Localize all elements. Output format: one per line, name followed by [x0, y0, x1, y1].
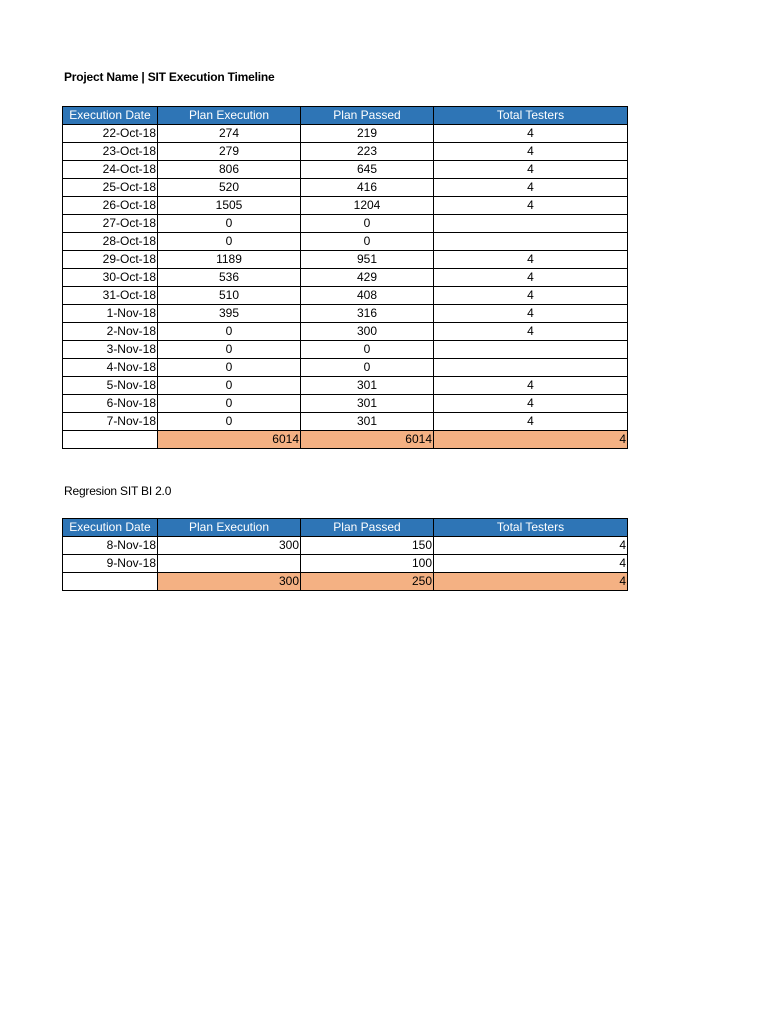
- date-cell: 3-Nov-18: [63, 341, 158, 359]
- table-row: [63, 143, 628, 161]
- table-row: [63, 555, 628, 573]
- table-body: [63, 537, 628, 573]
- total-testers-cell: 4: [434, 323, 628, 341]
- total-plan-execution: 300: [158, 573, 301, 591]
- total-plan-execution: 6014: [158, 431, 301, 449]
- header-total-testers: Total Testers: [434, 107, 628, 125]
- total-testers-cell: 4: [434, 197, 628, 215]
- totals-label-cell: [63, 573, 158, 591]
- date-cell: 25-Oct-18: [63, 179, 158, 197]
- date-cell: 2-Nov-18: [63, 323, 158, 341]
- section-title: Regresion SIT BI 2.0: [64, 484, 172, 498]
- table-header-row: [63, 519, 628, 537]
- totals-row: [63, 573, 628, 591]
- total-testers-cell: 4: [434, 125, 628, 143]
- plan-passed-cell: 223: [301, 143, 434, 161]
- table-row: [63, 215, 628, 233]
- date-cell: 8-Nov-18: [63, 537, 158, 555]
- plan-execution-cell: 279: [158, 143, 301, 161]
- total-testers-cell: 4: [434, 413, 628, 431]
- table-body: [63, 125, 628, 431]
- total-testers-cell: 4: [434, 269, 628, 287]
- table-row: [63, 125, 628, 143]
- table-row: [63, 287, 628, 305]
- table-header-row: [63, 107, 628, 125]
- table-row: [63, 413, 628, 431]
- header-execution-date: Execution Date: [63, 519, 158, 537]
- table-row: [63, 537, 628, 555]
- header-total-testers: Total Testers: [434, 519, 628, 537]
- table-row: [63, 377, 628, 395]
- plan-execution-cell: 0: [158, 341, 301, 359]
- table-row: [63, 251, 628, 269]
- total-testers-cell: 4: [434, 287, 628, 305]
- plan-execution-cell: 0: [158, 395, 301, 413]
- plan-execution-cell: 1189: [158, 251, 301, 269]
- date-cell: 7-Nov-18: [63, 413, 158, 431]
- plan-execution-cell: 0: [158, 359, 301, 377]
- total-testers-cell: 4: [434, 251, 628, 269]
- total-testers: 4: [434, 431, 628, 449]
- date-cell: 5-Nov-18: [63, 377, 158, 395]
- plan-execution-cell: 536: [158, 269, 301, 287]
- total-testers-cell: 4: [434, 395, 628, 413]
- date-cell: 22-Oct-18: [63, 125, 158, 143]
- table-row: [63, 323, 628, 341]
- plan-execution-cell: 0: [158, 377, 301, 395]
- plan-execution-cell: 300: [158, 537, 301, 555]
- date-cell: 9-Nov-18: [63, 555, 158, 573]
- totals-row: [63, 431, 628, 449]
- date-cell: 31-Oct-18: [63, 287, 158, 305]
- plan-execution-cell: 0: [158, 233, 301, 251]
- date-cell: 1-Nov-18: [63, 305, 158, 323]
- total-plan-passed: 6014: [301, 431, 434, 449]
- plan-execution-cell: 1505: [158, 197, 301, 215]
- plan-passed-cell: 416: [301, 179, 434, 197]
- plan-passed-cell: 408: [301, 287, 434, 305]
- header-execution-date: Execution Date: [63, 107, 158, 125]
- plan-execution-cell: 806: [158, 161, 301, 179]
- table-row: [63, 341, 628, 359]
- plan-passed-cell: 301: [301, 377, 434, 395]
- table-row: [63, 161, 628, 179]
- date-cell: 27-Oct-18: [63, 215, 158, 233]
- table-row: [63, 197, 628, 215]
- table-row: [63, 359, 628, 377]
- sit-execution-table: [62, 106, 628, 449]
- date-cell: 29-Oct-18: [63, 251, 158, 269]
- total-testers-cell: [434, 233, 628, 251]
- plan-execution-cell: 0: [158, 323, 301, 341]
- total-testers-cell: 4: [434, 161, 628, 179]
- header-plan-passed: Plan Passed: [301, 519, 434, 537]
- total-testers-cell: 4: [434, 179, 628, 197]
- plan-passed-cell: 429: [301, 269, 434, 287]
- plan-passed-cell: 0: [301, 233, 434, 251]
- plan-execution-cell: 0: [158, 215, 301, 233]
- plan-passed-cell: 150: [301, 537, 434, 555]
- plan-passed-cell: 100: [301, 555, 434, 573]
- plan-execution-cell: 520: [158, 179, 301, 197]
- plan-execution-cell: 274: [158, 125, 301, 143]
- plan-passed-cell: 1204: [301, 197, 434, 215]
- table-row: [63, 233, 628, 251]
- plan-execution-cell: [158, 555, 301, 573]
- total-testers-cell: 4: [434, 555, 628, 573]
- total-testers-cell: 4: [434, 305, 628, 323]
- plan-passed-cell: 0: [301, 341, 434, 359]
- date-cell: 23-Oct-18: [63, 143, 158, 161]
- plan-passed-cell: 316: [301, 305, 434, 323]
- table-row: [63, 305, 628, 323]
- regression-table: [62, 518, 628, 591]
- plan-passed-cell: 645: [301, 161, 434, 179]
- total-testers-cell: 4: [434, 143, 628, 161]
- table-row: [63, 179, 628, 197]
- plan-passed-cell: 0: [301, 215, 434, 233]
- total-testers: 4: [434, 573, 628, 591]
- date-cell: 24-Oct-18: [63, 161, 158, 179]
- table-row: [63, 269, 628, 287]
- plan-passed-cell: 301: [301, 395, 434, 413]
- date-cell: 6-Nov-18: [63, 395, 158, 413]
- plan-passed-cell: 951: [301, 251, 434, 269]
- page-title: Project Name | SIT Execution Timeline: [64, 70, 275, 84]
- plan-passed-cell: 0: [301, 359, 434, 377]
- date-cell: 4-Nov-18: [63, 359, 158, 377]
- date-cell: 26-Oct-18: [63, 197, 158, 215]
- total-plan-passed: 250: [301, 573, 434, 591]
- header-plan-passed: Plan Passed: [301, 107, 434, 125]
- plan-passed-cell: 219: [301, 125, 434, 143]
- plan-execution-cell: 510: [158, 287, 301, 305]
- total-testers-cell: [434, 215, 628, 233]
- plan-execution-cell: 0: [158, 413, 301, 431]
- header-plan-execution: Plan Execution: [158, 519, 301, 537]
- total-testers-cell: 4: [434, 537, 628, 555]
- total-testers-cell: [434, 359, 628, 377]
- total-testers-cell: [434, 341, 628, 359]
- total-testers-cell: 4: [434, 377, 628, 395]
- header-plan-execution: Plan Execution: [158, 107, 301, 125]
- table-row: [63, 395, 628, 413]
- date-cell: 28-Oct-18: [63, 233, 158, 251]
- date-cell: 30-Oct-18: [63, 269, 158, 287]
- plan-passed-cell: 301: [301, 413, 434, 431]
- plan-passed-cell: 300: [301, 323, 434, 341]
- totals-label-cell: [63, 431, 158, 449]
- plan-execution-cell: 395: [158, 305, 301, 323]
